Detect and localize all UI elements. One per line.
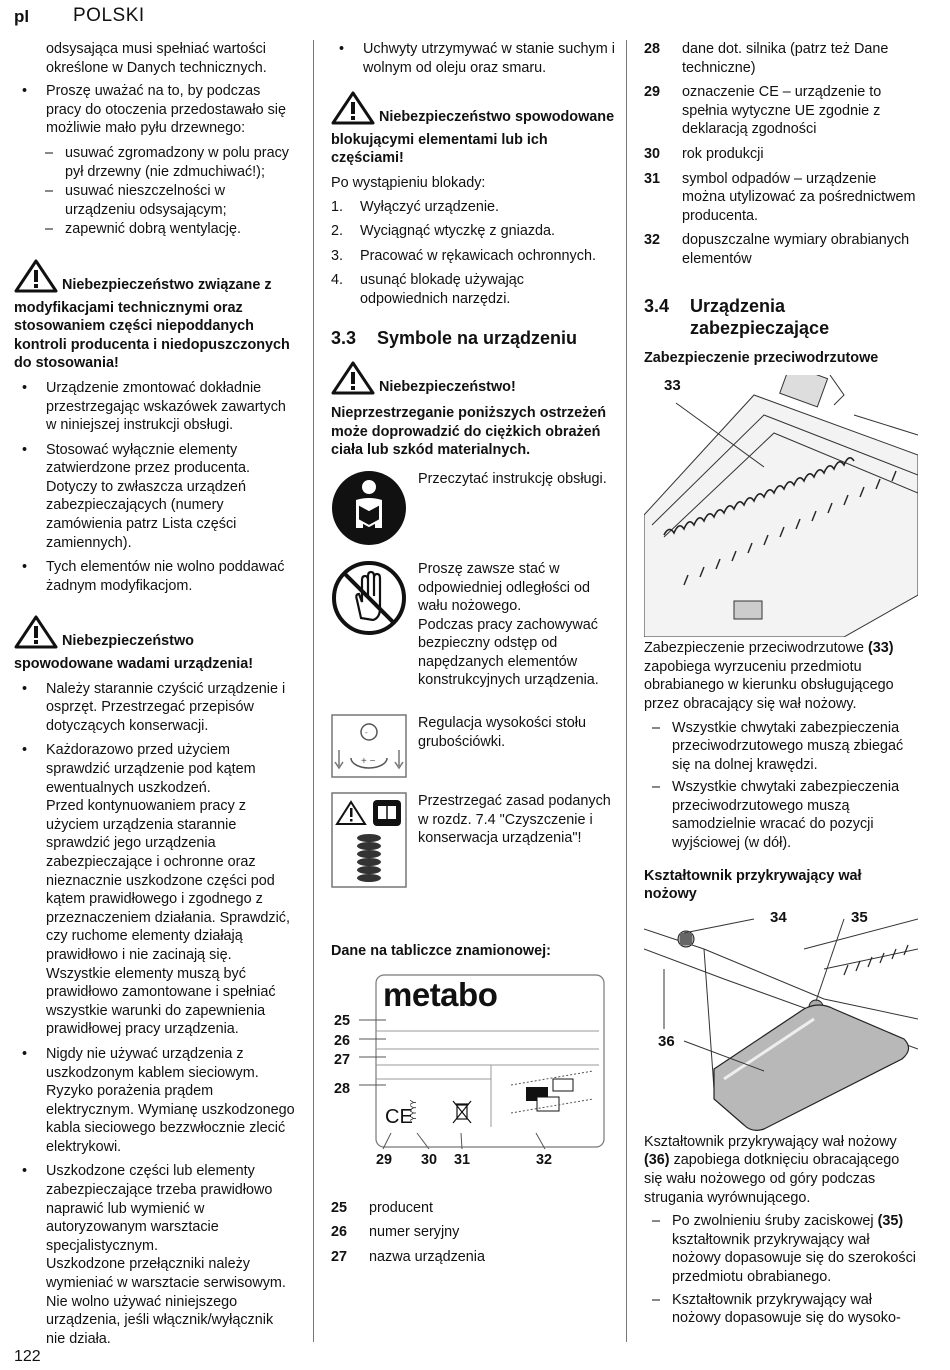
paragraph-intro: odsysająca musi spełniać wartości określone w Danych technicznych. <box>46 41 267 76</box>
svg-text:-: - <box>365 727 368 737</box>
legend-item <box>644 83 918 139</box>
warning-defects <box>14 615 296 673</box>
column-1 <box>14 40 296 1354</box>
warning-modifications <box>14 259 296 373</box>
step-number: 3. <box>331 247 344 264</box>
symbol-table-height <box>331 714 615 788</box>
dash-item: – Wszystkie chwytaki zabezpieczenia przeciwodrzutowego muszą samodzielnie wracać do pozycji wyjściowej (w dół). <box>644 778 918 852</box>
rating-plate-heading: Dane na tabliczce znamionowej: <box>331 942 551 959</box>
svg-text:CE: CE <box>385 1105 413 1128</box>
text: kształtownik przykrywający wał nożowy dopasowuje się do szerokości przedmiotu obrabianego. <box>672 1231 916 1285</box>
svg-text:YYYY: YYYY <box>409 1099 418 1121</box>
legend-key: 26 <box>331 1224 348 1241</box>
warning-danger <box>331 361 615 401</box>
legend-text: rok produkcji <box>682 145 764 162</box>
warning-text: Niebezpieczeństwo spowodowane wadami urządzenia! <box>14 633 254 673</box>
symbol-text-line: Proszę zawsze stać w odpowiedniej odległości od wału nożowego. <box>418 560 591 615</box>
warning-triangle-icon <box>14 259 58 299</box>
legend-item <box>644 145 918 164</box>
subheading-antikickback: Zabezpieczenie przeciwodrzutowe <box>644 349 879 366</box>
legend-key: 29 <box>644 84 661 101</box>
warning-triangle-icon <box>14 615 58 655</box>
page-header-title: POLSKI <box>73 5 145 26</box>
dash-item: – usuwać zgromadzony w polu pracy pył drzewny (nie zdmuchiwać!); <box>14 144 296 181</box>
symbol-read-manual <box>331 470 615 556</box>
height-adjust-icon <box>331 714 407 784</box>
callout-26: 26 <box>334 1032 351 1049</box>
section-title: Urządzenia zabezpieczające <box>690 295 830 338</box>
step-item <box>331 271 615 308</box>
bullet-text: Uszkodzone przełączniki należy wymieniać w warsztacie serwisowym. Nie wolno używać niniejszego urządzenia, jeśli włącznik/wyłącznik nie działa. <box>46 1256 286 1347</box>
cleaning-warning-icon <box>331 792 407 894</box>
callout-28: 28 <box>334 1080 351 1097</box>
dash-item <box>644 1212 918 1286</box>
section-number: 3.3 <box>331 327 357 348</box>
section-title: Symbole na urządzeniu <box>377 327 578 348</box>
step-item <box>331 222 615 241</box>
dash-item: – zapewnić dobrą wentylację. <box>14 220 296 239</box>
step-text: Pracować w rękawicach ochronnych. <box>360 247 596 264</box>
symbol-text: Regulacja wysokości stołu grubościówki. <box>418 714 586 750</box>
callout-35: 35 <box>851 908 868 926</box>
callout-32: 32 <box>536 1151 553 1168</box>
svg-text:+ −: + − <box>361 755 376 767</box>
rating-plate-figure <box>331 967 615 1199</box>
step-item <box>331 247 615 266</box>
legend-text: dane dot. silnika (patrz też Dane techniczne) <box>682 41 889 76</box>
legend-item <box>644 170 918 226</box>
subheading-cutter-guard: Kształtownik przykrywający wał nożowy <box>644 867 862 903</box>
legend-key: 25 <box>331 1199 348 1216</box>
bullet-text: • Każdorazowo przed użyciem sprawdzić urządzenie pod kątem ewentualnych uszkodzeń. <box>46 742 256 796</box>
reference: (33) <box>867 640 894 657</box>
cutter-guard-drawing <box>644 909 918 1133</box>
dash-item: – Kształtownik przykrywający wał nożowy dopasowuje się do wysoko- <box>644 1291 918 1328</box>
bullet-item <box>14 741 296 1039</box>
column-divider-2 <box>626 40 627 1342</box>
step-number: 2. <box>331 223 344 240</box>
callout-36: 36 <box>658 1032 675 1050</box>
page-number: 122 <box>14 1348 41 1365</box>
bullet-text: Przed kontynuowaniem pracy z użyciem urządzenia starannie sprawdzić jego urządzenia zabezpieczające i ochronne oraz nieznacznie uszkodzone części pod kątem prawidłowego i zgodnego z przeznaczeniem działania. Sprawdzić, czy ruchome elementy działają prawidłowo i nie zacinają się. Wszystkie elementy muszą być prawidłowo zamontowane i spełniać wszystkie warunki do zapewnienia prawidłowej pracy urządzenia. <box>46 798 290 1038</box>
callout-27: 27 <box>334 1051 351 1068</box>
legend-item <box>331 1223 615 1242</box>
column-divider-1 <box>313 40 314 1342</box>
callout-30: 30 <box>421 1151 438 1168</box>
bullet-item: • Należy starannie czyścić urządzenie i osprzęt. Przestrzegać przepisów dotyczących konserwacji. <box>14 680 296 736</box>
step-text: usunąć blokadę używając odpowiednich narzędzi. <box>360 272 524 307</box>
bullet-item: • Urządzenie zmontować dokładnie przestrzegając wskazówek zawartych w niniejszej instrukcji obsługi. <box>14 379 296 435</box>
bullet-item <box>14 1162 296 1348</box>
text: Zabezpieczenie przeciwodrzutowe <box>644 640 864 657</box>
dash-item: – Wszystkie chwytaki zabezpieczenia przeciwodrzutowego muszą zbiegać się na dolnej krawędzi. <box>644 719 918 775</box>
symbol-cleaning <box>331 792 615 888</box>
legend-item <box>644 231 918 268</box>
legend-key: 28 <box>644 41 661 57</box>
figure-antikickback <box>644 375 918 637</box>
legend-item <box>644 40 918 77</box>
text: Po zwolnieniu śruby zaciskowej <box>672 1213 874 1230</box>
warning-text: Niebezpieczeństwo związane z modyfikacjami technicznymi oraz stosowaniem części niepoddanych kontroli producenta i niedopuszczonych do stosowania! <box>14 276 290 372</box>
legend-text: symbol odpadów – urządzenie można utylizować za pośrednictwem producenta. <box>682 170 916 224</box>
figure-cutter-guard <box>644 909 918 1133</box>
metabo-logo: metabo <box>383 975 498 1013</box>
legend-text: dopuszczalne wymiary obrabianych elementów <box>682 232 910 267</box>
bullet-item: • Tych elementów nie wolno poddawać żadnym modyfikacjom. <box>14 558 296 595</box>
step-number: 1. <box>331 198 344 215</box>
legend-text: producent <box>369 1199 434 1216</box>
bullet-item: • Uchwyty utrzymywać w stanie suchym i wolnym od oleju oraz smaru. <box>331 40 615 77</box>
bullet-item: • Stosować wyłącznie elementy zatwierdzone przez producenta. Dotyczy to zwłaszcza urządzeń zabezpieczających (numery zamówienia patrz Lista części zamiennych). <box>14 441 296 553</box>
callout-34: 34 <box>770 908 787 926</box>
antikickback-drawing <box>644 375 918 637</box>
dash-item: – usuwać nieszczelności w urządzeniu odsysającym; <box>14 182 296 219</box>
language-code: pl <box>14 7 30 26</box>
step-number: 4. <box>331 272 344 289</box>
symbol-text: Przeczytać instrukcję obsługi. <box>418 470 607 487</box>
read-manual-icon <box>331 470 407 552</box>
symbol-text <box>418 560 614 690</box>
legend-key: 32 <box>644 232 661 249</box>
paragraph-cutter-guard <box>644 1133 918 1207</box>
legend-text: oznaczenie CE – urządzenie to spełnia wytyczne UE zgodnie z deklaracją zgodności <box>682 84 882 138</box>
legend-key: 31 <box>644 170 661 187</box>
warning-blocking <box>331 91 615 168</box>
warning-text: Niebezpieczeństwo! <box>379 378 516 395</box>
warning-text: Niebezpieczeństwo spowodowane blokującymi elementami lub ich częściami! <box>331 109 615 167</box>
bullet-item: • Proszę uważać na to, by podczas pracy do otoczenia przedostawało się możliwie mało pyłu drzewnego: <box>14 82 296 138</box>
reference: (36) <box>644 1152 670 1169</box>
callout-31: 31 <box>454 1151 471 1168</box>
callout-29: 29 <box>376 1151 393 1168</box>
legend-item <box>331 1248 615 1267</box>
step-item <box>331 198 615 217</box>
no-hand-icon <box>331 560 407 642</box>
step-text: Wyciągnąć wtyczkę z gniazda. <box>360 223 556 240</box>
paragraph: Po wystąpieniu blokady: <box>331 174 486 191</box>
warning-description: Nieprzestrzeganie poniższych ostrzeżeń może doprowadzić do ciężkich obrażeń ciała lub szkód materialnych. <box>331 405 607 459</box>
legend-text: nazwa urządzenia <box>369 1248 485 1265</box>
reference: (35) <box>877 1213 904 1230</box>
paragraph-antikickback <box>644 639 918 713</box>
section-heading-3-4 <box>644 295 918 339</box>
section-heading-3-3 <box>331 327 615 349</box>
symbol-text: Przestrzegać zasad podanych w rozdz. 7.4 "Czyszczenie i konserwacja urządzenia"! <box>418 792 611 847</box>
legend-text: numer seryjny <box>369 1224 460 1241</box>
symbol-text-line: Podczas pracy zachowywać bezpieczny odstęp od napędzanych elementów konstrukcyjnych urządzenia. <box>418 616 599 689</box>
legend-item <box>331 1199 615 1218</box>
text: zapobiega dotknięciu obracającego się wału nożowego od góry podczas strugania wyrównującego. <box>644 1152 900 1206</box>
bullet-item: • Nigdy nie używać urządzenia z uszkodzonym kablem sieciowym. Ryzyko porażenia prądem elektrycznym. Wymianę uszkodzonego kabla sieciowego bezzwłocznie zlecić elektrykowi. <box>14 1045 296 1157</box>
legend-key: 27 <box>331 1248 348 1265</box>
callout-33: 33 <box>664 377 681 395</box>
text: Kształtownik przykrywający wał nożowy <box>644 1133 897 1150</box>
bullet-text: • Uszkodzone części lub elementy zabezpieczające trzeba prawidłowo naprawić lub wymienić w autoryzowanym warsztacie specjalistycznym. <box>46 1163 273 1254</box>
symbol-keep-distance <box>331 560 615 710</box>
callout-25: 25 <box>334 1012 351 1029</box>
column-3 <box>644 40 918 1332</box>
warning-triangle-icon <box>331 361 375 401</box>
legend-key: 30 <box>644 145 661 162</box>
warning-triangle-icon <box>331 91 375 131</box>
step-text: Wyłączyć urządzenie. <box>360 198 500 215</box>
section-number: 3.4 <box>644 295 670 316</box>
column-2 <box>331 40 615 1272</box>
text: zapobiega wyrzuceniu przedmiotu obrabianego w kierunku obsługującego przez obracający się wał nożowy. <box>644 658 894 712</box>
